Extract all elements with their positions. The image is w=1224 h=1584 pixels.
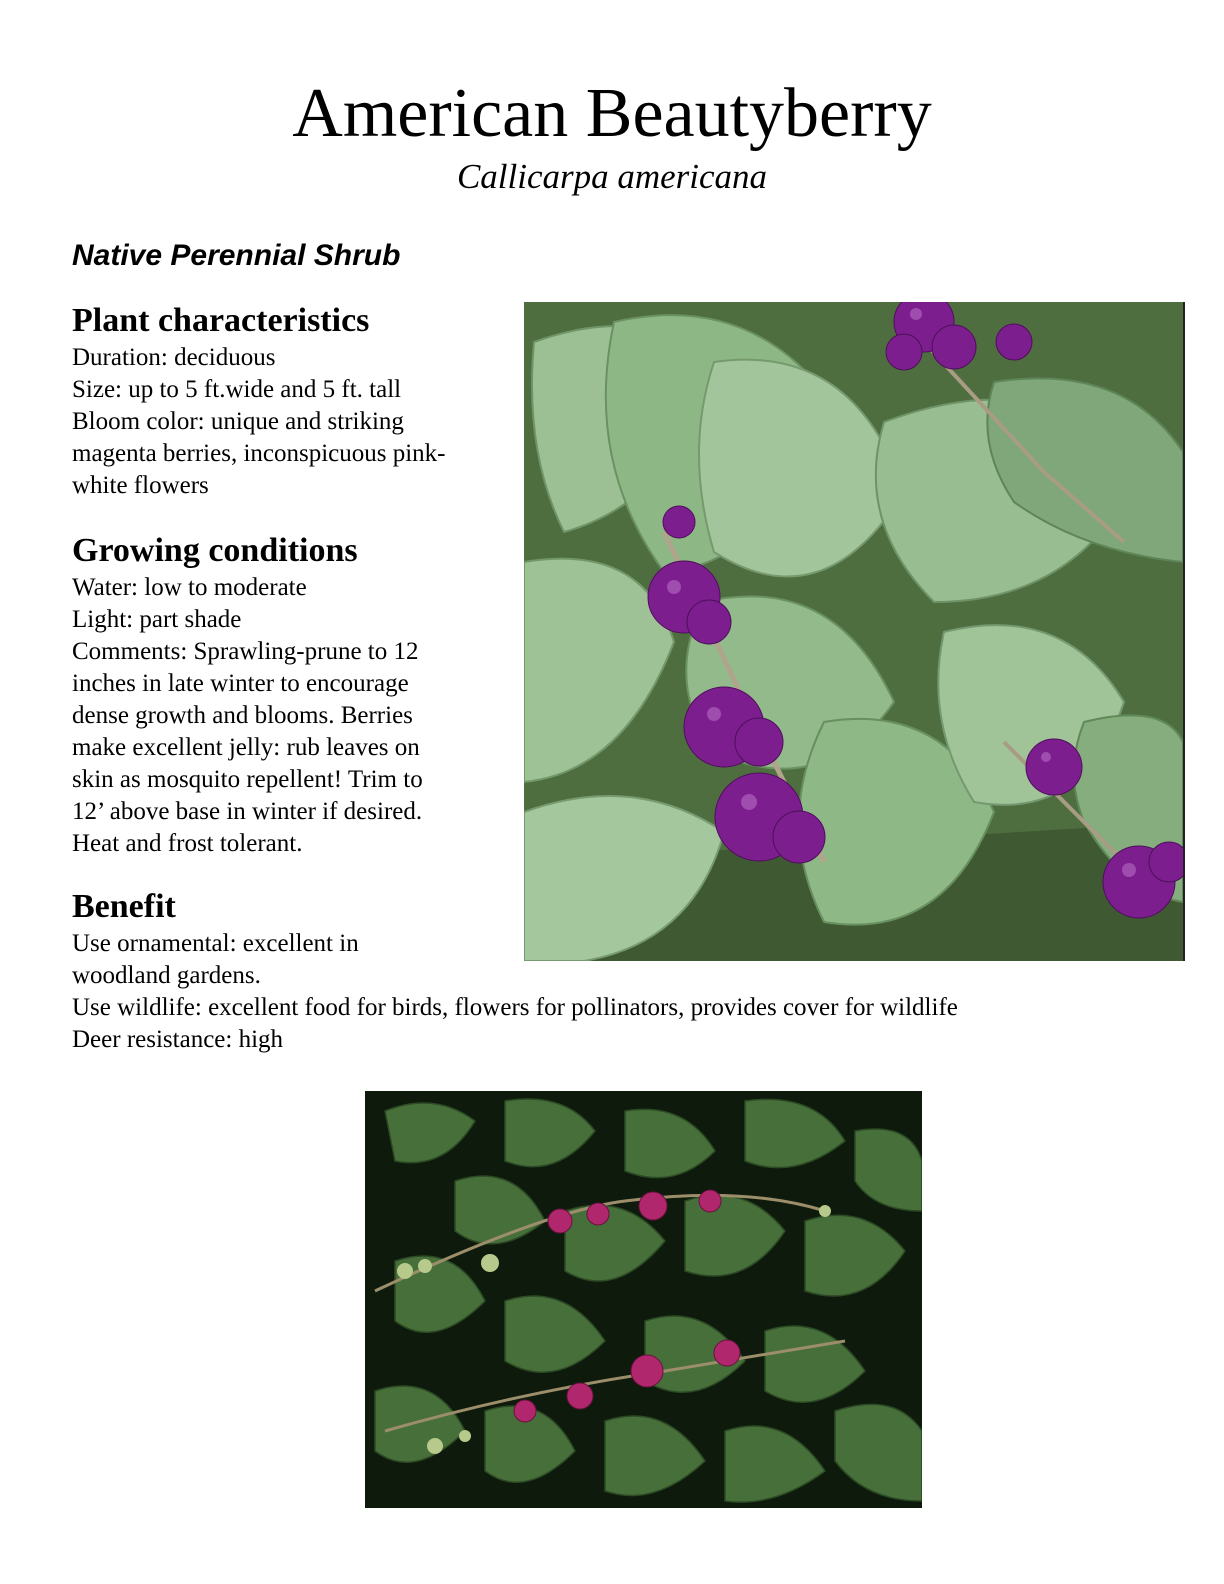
plant-characteristics-line: magenta berries, inconspicuous pink- [72, 440, 446, 467]
benefit-heading: Benefit [72, 888, 176, 925]
growing-conditions-line: Heat and frost tolerant. [72, 830, 303, 857]
plant-characteristics-line: white flowers [72, 472, 209, 499]
growing-conditions-line: skin as mosquito repellent! Trim to [72, 766, 423, 793]
beautyberry-closeup-photo [524, 302, 1185, 961]
growing-conditions-section [72, 530, 502, 860]
benefit-line: Use wildlife: excellent food for birds, flowers for pollinators, provides cover for wildlife [72, 994, 958, 1021]
beautyberry-branch-photo [365, 1091, 922, 1508]
plant-type-label: Native Perennial Shrub [72, 239, 401, 272]
benefit-line: Deer resistance: high [72, 1026, 284, 1053]
plant-characteristics-line: Size: up to 5 ft.wide and 5 ft. tall [72, 376, 402, 403]
beautyberry-closeup-illustration [524, 302, 1183, 961]
growing-conditions-line: inches in late winter to encourage [72, 670, 409, 697]
benefit-line: woodland gardens. [72, 962, 261, 989]
benefit-line: Use ornamental: excellent in [72, 930, 359, 957]
plant-characteristics-section [72, 300, 502, 502]
growing-conditions-line: Light: part shade [72, 606, 242, 633]
plant-characteristics-line: Bloom color: unique and striking [72, 408, 404, 435]
page-title: American Beautyberry [292, 75, 932, 152]
growing-conditions-heading: Growing conditions [72, 532, 358, 569]
growing-conditions-line: dense growth and blooms. Berries [72, 702, 413, 729]
growing-conditions-line: make excellent jelly: rub leaves on [72, 734, 420, 761]
latin-name: Callicarpa americana [456, 157, 768, 196]
growing-conditions-line: Comments: Sprawling-prune to 12 [72, 638, 419, 665]
growing-conditions-line: 12’ above base in winter if desired. [72, 798, 423, 825]
beautyberry-branch-illustration [365, 1091, 922, 1508]
growing-conditions-line: Water: low to moderate [72, 574, 307, 601]
plant-characteristics-heading: Plant characteristics [72, 302, 370, 339]
plant-characteristics-line: Duration: deciduous [72, 344, 276, 371]
